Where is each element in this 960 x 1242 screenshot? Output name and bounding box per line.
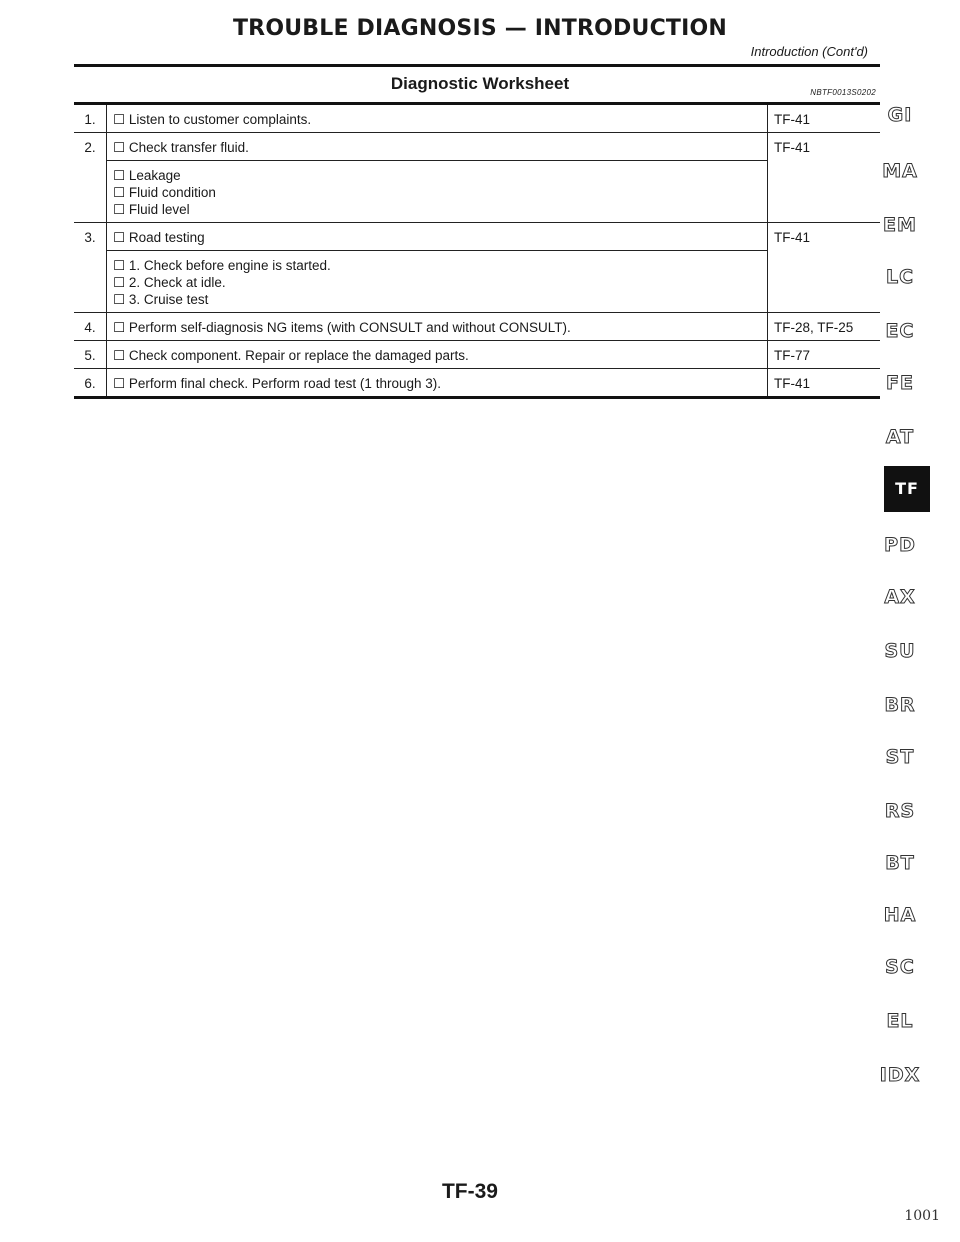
row-number: 4. xyxy=(74,313,107,341)
sub-item: ☐ Fluid level xyxy=(113,202,190,217)
section-tab-pd[interactable]: PD xyxy=(884,534,916,556)
table-row xyxy=(74,104,880,133)
row-number: 3. xyxy=(74,223,107,313)
page-title: TROUBLE DIAGNOSIS — INTRODUCTION xyxy=(232,16,728,41)
table-row xyxy=(74,313,880,341)
table-subrow xyxy=(74,161,880,223)
row-sub-items xyxy=(107,161,768,223)
row-description: ☐ Perform self-diagnosis NG items (with CONSULT and without CONSULT). xyxy=(107,313,768,341)
row-number: 6. xyxy=(74,369,107,398)
row-description: ☐ Check component. Repair or replace the damaged parts. xyxy=(107,341,768,369)
section-tab-st[interactable]: ST xyxy=(885,746,915,768)
row-description: ☐ Listen to customer complaints. xyxy=(107,104,768,133)
sub-item: ☐ 3. Cruise test xyxy=(113,292,209,307)
section-tab-lc[interactable]: LC xyxy=(885,266,915,288)
table-row xyxy=(74,223,880,251)
section-tab-rs[interactable]: RS xyxy=(884,800,916,822)
page-number: 1001 xyxy=(904,1208,940,1224)
row-reference: TF-28, TF-25 xyxy=(768,313,881,341)
section-tab-el[interactable]: EL xyxy=(886,1010,914,1032)
page-subtitle: Introduction (Cont'd) xyxy=(750,44,868,59)
reference-code: NBTF0013S0202 xyxy=(810,88,876,97)
section-title: Diagnostic Worksheet xyxy=(390,74,570,93)
sub-item: ☐ 1. Check before engine is started. xyxy=(113,258,331,273)
section-tab-ec[interactable]: EC xyxy=(885,320,915,342)
row-number: 5. xyxy=(74,341,107,369)
row-reference: TF-41 xyxy=(768,223,881,313)
section-tab-fe[interactable]: FE xyxy=(886,372,914,394)
row-reference: TF-41 xyxy=(768,104,881,133)
section-tab-ax[interactable]: AX xyxy=(884,586,916,608)
sub-item: ☐ 2. Check at idle. xyxy=(113,275,226,290)
section-tab-gi[interactable]: GI xyxy=(887,104,913,126)
section-tab-at[interactable]: AT xyxy=(885,426,915,448)
row-description: ☐ Perform final check. Perform road test (1 through 3). xyxy=(107,369,768,398)
table-row xyxy=(74,369,880,398)
section-tab-em[interactable]: EM xyxy=(883,214,917,236)
section-tab-sc[interactable]: SC xyxy=(885,956,915,978)
section-tab-bt[interactable]: BT xyxy=(885,852,915,874)
sub-item: ☐ Leakage xyxy=(113,168,181,183)
row-description: ☐ Check transfer fluid. xyxy=(107,133,768,161)
table-row xyxy=(74,133,880,161)
row-sub-items xyxy=(107,251,768,313)
header-rule xyxy=(74,64,880,67)
row-number: 2. xyxy=(74,133,107,223)
page-label: TF-39 xyxy=(441,1180,498,1203)
section-tab-idx[interactable]: IDX xyxy=(879,1064,921,1086)
section-tab-tf[interactable]: TF xyxy=(884,466,930,512)
section-tab-br[interactable]: BR xyxy=(884,694,916,716)
row-reference: TF-41 xyxy=(768,133,881,223)
table-row xyxy=(74,341,880,369)
section-tab-ma[interactable]: MA xyxy=(882,160,918,182)
row-reference: TF-77 xyxy=(768,341,881,369)
row-number: 1. xyxy=(74,104,107,133)
row-reference: TF-41 xyxy=(768,369,881,398)
row-description: ☐ Road testing xyxy=(107,223,768,251)
section-tab-ha[interactable]: HA xyxy=(883,904,917,926)
sub-item: ☐ Fluid condition xyxy=(113,185,216,200)
table-subrow xyxy=(74,251,880,313)
diagnostic-worksheet-table xyxy=(74,102,880,399)
section-tab-su[interactable]: SU xyxy=(884,640,916,662)
